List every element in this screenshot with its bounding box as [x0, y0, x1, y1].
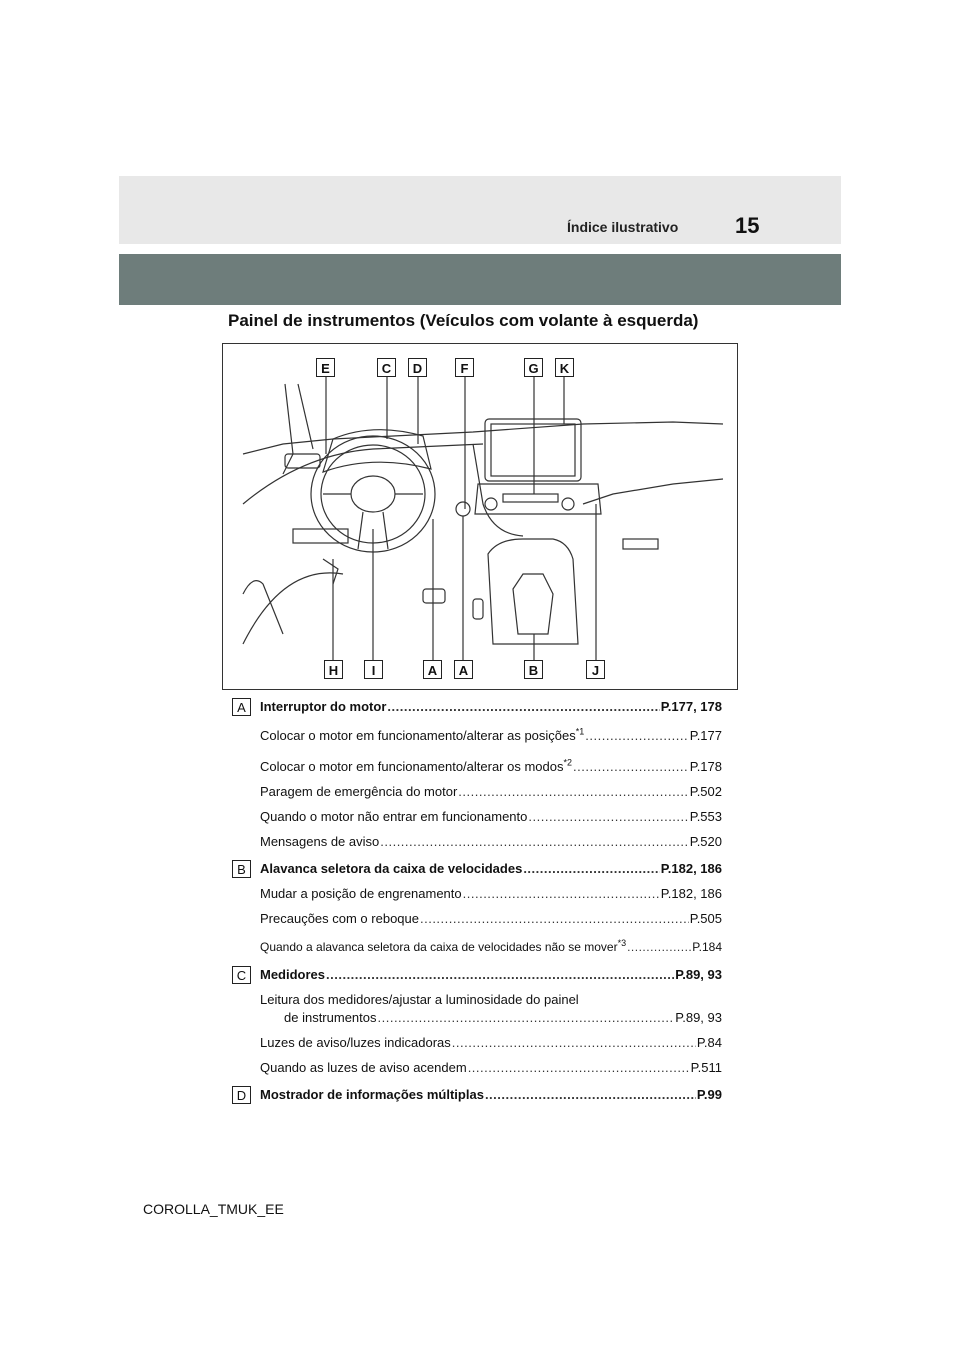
page-ref-link[interactable]: P.99 [696, 1087, 722, 1102]
header-band [119, 176, 841, 244]
page-ref-link[interactable]: P.84 [696, 1035, 722, 1050]
subentry-row [260, 991, 722, 1009]
subentry-label: Mensagens de aviso [260, 834, 380, 849]
entry-title-row [260, 860, 722, 878]
subentry-row [260, 910, 722, 928]
entry-letter: C [232, 966, 251, 984]
subentry-label: Precauções com o reboque [260, 911, 419, 926]
footnote-mark: *1 [575, 726, 585, 737]
subentry-label: Colocar o motor em funcionamento/alterar as posições [260, 728, 576, 743]
section-title: Painel de instrumentos (Veículos com volante à esquerda) [228, 311, 699, 330]
subentry-label: Quando o motor não entrar em funcionamento [260, 809, 528, 824]
callout-g: G [524, 358, 543, 377]
entry-title-row [260, 1086, 722, 1104]
page-ref-link[interactable]: P.89, 93 [675, 1010, 722, 1025]
callout-h: H [324, 660, 343, 679]
dashboard-illustration [222, 343, 738, 690]
subentry-row [260, 833, 722, 851]
callout-b: B [524, 660, 543, 679]
entry-title: Interruptor do motor [260, 699, 387, 714]
page-ref-link[interactable]: P.502 [689, 784, 722, 799]
page-number: 15 [735, 213, 760, 238]
entry-title-row [260, 966, 722, 984]
subentry-row [260, 885, 722, 903]
document-code: COROLLA_TMUK_EE [143, 1201, 284, 1217]
callout-c: C [377, 358, 396, 377]
callout-j: J [586, 660, 605, 679]
page-ref-link[interactable]: P.182, 186 [660, 886, 722, 901]
callout-e: E [316, 358, 335, 377]
page-ref-link[interactable]: P.184 [692, 940, 722, 954]
page-ref-link[interactable]: P.177 [689, 728, 722, 743]
callout-k: K [555, 358, 574, 377]
page-ref-link[interactable]: P.178 [689, 759, 722, 774]
callout-a2: A [454, 660, 473, 679]
page-ref-link[interactable]: P.520 [689, 834, 722, 849]
subentry-row [260, 727, 722, 745]
entry-letter: A [232, 698, 251, 716]
page-ref-link[interactable]: P.182, 186 [660, 861, 722, 876]
dashboard-drawing [223, 344, 737, 689]
page-ref-link[interactable]: P.511 [690, 1060, 722, 1075]
page-ref-link[interactable]: P.505 [689, 911, 722, 926]
subentry-label: Quando as luzes de aviso acendem [260, 1060, 467, 1075]
subentry-row [260, 808, 722, 826]
callout-d: D [408, 358, 427, 377]
subentry-row [260, 758, 722, 776]
subentry-row [260, 783, 722, 801]
subentry-label: Quando a alavanca seletora da caixa de velocidades não se mover [260, 940, 618, 954]
callout-a1: A [423, 660, 442, 679]
subentry-row [260, 1034, 722, 1052]
header-dark-band [119, 254, 841, 305]
callout-f: F [455, 358, 474, 377]
footnote-mark: *3 [617, 938, 627, 948]
entry-title: Alavanca seletora da caixa de velocidades [260, 861, 523, 876]
entry-letter: B [232, 860, 251, 878]
subentry-label: de instrumentos [284, 1010, 377, 1025]
footnote-mark: *2 [563, 757, 572, 768]
entry-title: Medidores [260, 967, 326, 982]
header-section-name: Índice ilustrativo [567, 219, 679, 235]
page-ref-link[interactable]: P.553 [689, 809, 722, 824]
subentry-row [260, 1059, 722, 1077]
entry-letter: D [232, 1086, 251, 1104]
entry-title: Mostrador de informações múltiplas [260, 1087, 484, 1102]
page-ref-link[interactable]: P.177, 178 [660, 699, 722, 714]
page-ref-link[interactable]: P.89, 93 [675, 967, 722, 982]
subentry-label: Paragem de emergência do motor [260, 784, 458, 799]
subentry-label: Leitura dos medidores/ajustar a luminosidade do painel [260, 992, 579, 1007]
callout-i: I [364, 660, 383, 679]
subentry-label: Mudar a posição de engrenamento [260, 886, 462, 901]
subentry-label: Luzes de aviso/luzes indicadoras [260, 1035, 451, 1050]
entry-title-row [260, 698, 722, 716]
subentry-row [284, 1009, 722, 1027]
subentry-row [260, 938, 722, 956]
subentry-label: Colocar o motor em funcionamento/alterar os modos [260, 759, 564, 774]
